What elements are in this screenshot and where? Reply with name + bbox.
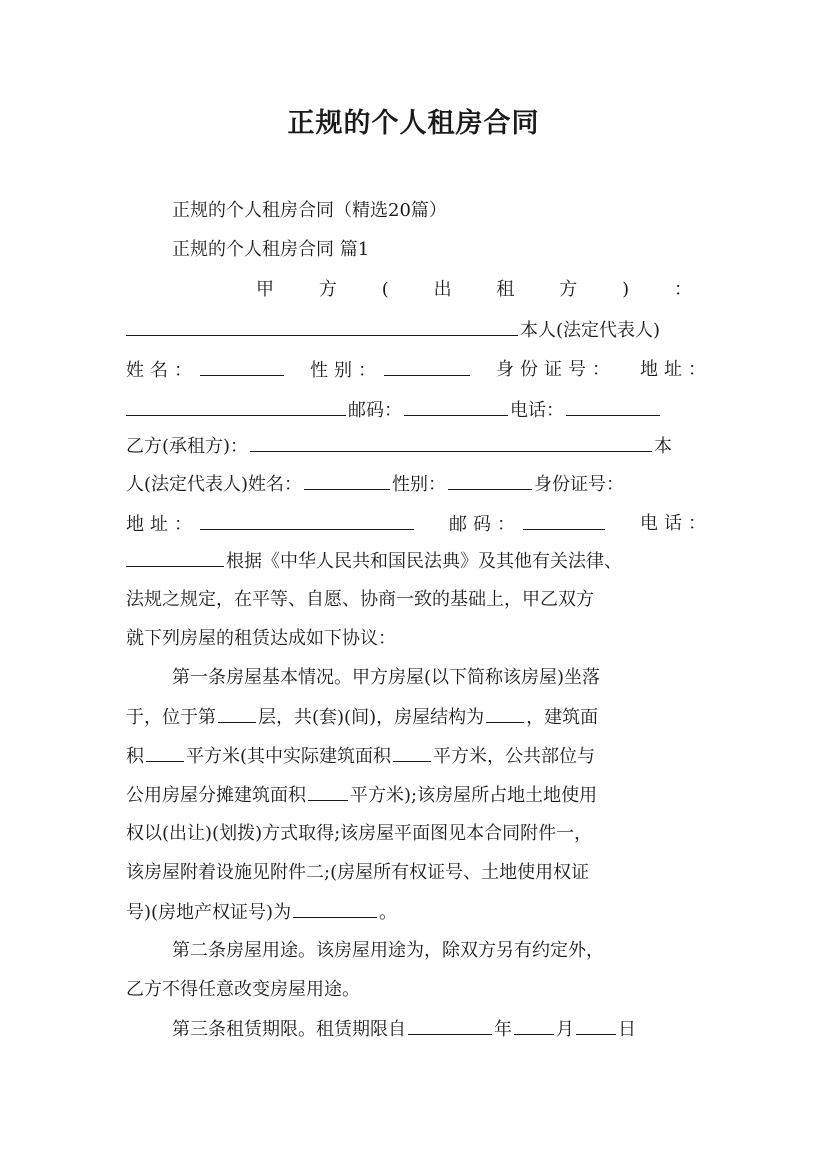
party-a-char: ： — [673, 279, 692, 300]
party-a-char: 甲 — [256, 279, 274, 300]
article-2-line: 第二条房屋用途。该房屋用途为，除双方另有约定外， — [172, 940, 604, 961]
label-id-number: 身份证号： — [496, 359, 616, 380]
text-segment — [449, 511, 607, 538]
text-segment — [310, 357, 472, 384]
blank-field — [404, 397, 508, 416]
label-address: 地址： — [640, 359, 712, 380]
label-party-b: 乙方(承租方)： — [126, 436, 249, 457]
text-segment: 公用房屋分摊建筑面积 — [126, 785, 306, 806]
article-1-line: 该房屋附着设施见附件二;(房屋所有权证号、土地使用权证 — [126, 862, 590, 883]
party-a-line — [126, 317, 712, 344]
text-segment: 根据《中华人民共和国民法典》及其他有关法律、 — [226, 551, 622, 572]
blank-field — [523, 511, 605, 530]
label-postcode: 邮码： — [449, 514, 521, 535]
text-segment: 。 — [379, 902, 398, 923]
blank-field — [486, 704, 524, 723]
article-1-line: 第一条房屋基本情况。甲方房屋(以下简称该房屋)坐落 — [172, 667, 601, 688]
blank-field — [384, 357, 470, 376]
article-1-line — [126, 743, 712, 770]
party-a-char: 方 — [559, 279, 578, 300]
article-3-line — [172, 1016, 712, 1043]
label-phone: 电话： — [510, 400, 564, 421]
blank-field — [200, 357, 284, 376]
label-gender: 性别： — [392, 474, 447, 495]
text-segment: 日 — [618, 1019, 636, 1040]
blank-field — [393, 743, 431, 762]
text-segment: 月 — [556, 1019, 574, 1040]
blank-field — [514, 1016, 554, 1035]
blank-field — [293, 899, 377, 918]
party-a-char: ( — [381, 279, 389, 300]
text-segment — [126, 511, 416, 538]
text-segment: 平方米(其中实际建筑面积 — [186, 746, 392, 767]
party-a-char: 租 — [496, 279, 515, 300]
text-segment: ，建筑面 — [526, 707, 599, 728]
article-1-line — [126, 899, 712, 926]
blank-field — [566, 397, 660, 416]
body-line — [126, 548, 712, 575]
label-name: 姓名： — [126, 360, 198, 381]
party-a-contact-line — [126, 397, 712, 424]
body-line: 就下列房屋的租赁达成如下协议： — [126, 628, 396, 649]
label-phone: 电话： — [640, 513, 712, 534]
party-b-contact-line — [126, 511, 712, 538]
text-segment: 积 — [126, 746, 144, 767]
label-postcode: 邮码： — [348, 400, 402, 421]
blank-field — [304, 471, 390, 490]
party-a-info-line — [126, 357, 712, 384]
text-segment: 于，位于第 — [126, 707, 216, 728]
label-name: 人(法定代表人)姓名： — [126, 474, 303, 495]
blank-field — [126, 548, 224, 567]
blank-field — [126, 397, 346, 416]
section-heading: 正规的个人租房合同 篇1 — [172, 239, 370, 260]
article-2-line: 乙方不得任意改变房屋用途。 — [126, 979, 360, 1000]
blank-field — [408, 1016, 492, 1035]
text-segment: 层，共(套)(间)，房屋结构为 — [258, 707, 485, 728]
blank-field — [218, 704, 256, 723]
subtitle-line: 正规的个人租房合同（精选20篇） — [172, 200, 447, 221]
party-b-line — [126, 433, 712, 460]
body-line: 法规之规定，在平等、自愿、协商一致的基础上，甲乙双方 — [126, 589, 594, 610]
blank-field — [126, 317, 518, 336]
blank-field — [146, 743, 184, 762]
party-b-info-line — [126, 471, 712, 498]
text-segment: 平方米);该房屋所占地土地使用 — [350, 785, 598, 806]
document-title: 正规的个人租房合同 — [287, 108, 540, 139]
label-address: 地址： — [126, 514, 198, 535]
blank-field — [200, 511, 414, 530]
blank-field — [448, 471, 532, 490]
article-1-line: 权以(出让)(划拨)方式取得;该房屋平面图见本合同附件一， — [126, 823, 593, 844]
text-segment: 第三条租赁期限。租赁期限自 — [172, 1019, 406, 1040]
text-segment: 本 — [654, 436, 673, 457]
text-segment: 年 — [494, 1019, 512, 1040]
article-1-line — [126, 704, 712, 731]
party-a-char: 出 — [433, 279, 452, 300]
text-segment: 平方米，公共部位与 — [433, 746, 596, 767]
party-a-char: 方 — [318, 279, 337, 300]
article-1-line — [126, 782, 712, 809]
text-segment: 号)(房地产权证号)为 — [126, 902, 292, 923]
blank-field — [250, 433, 652, 452]
blank-field — [576, 1016, 616, 1035]
text-segment: 本人(法定代表人) — [520, 320, 661, 341]
party-a-char: ) — [622, 279, 630, 300]
party-a-heading — [256, 277, 692, 303]
label-id-number: 身份证号： — [534, 474, 625, 495]
text-segment — [126, 357, 286, 384]
label-gender: 性别： — [310, 360, 382, 381]
blank-field — [308, 782, 348, 801]
